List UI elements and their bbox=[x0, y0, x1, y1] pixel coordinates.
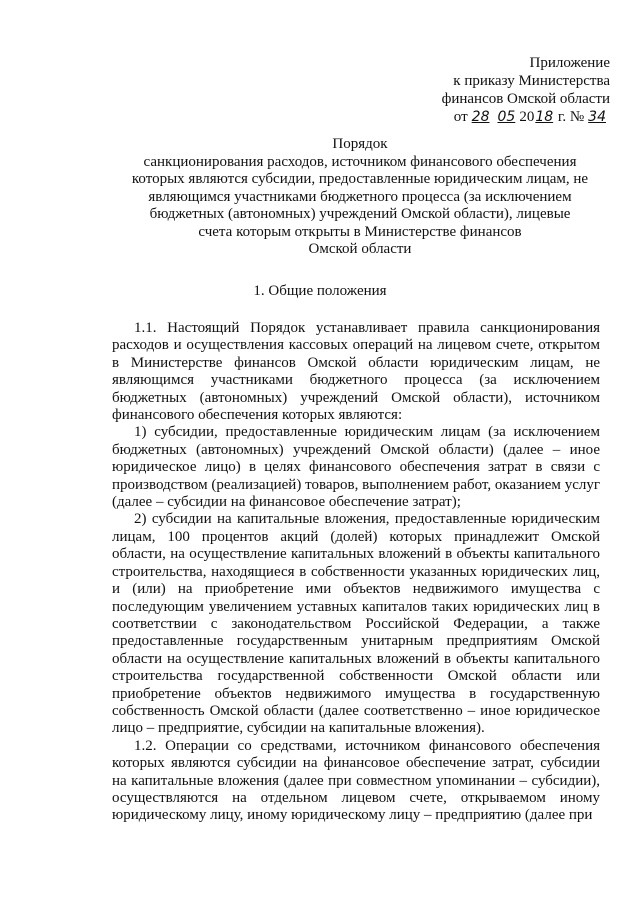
order-date-number bbox=[442, 108, 610, 126]
document-body bbox=[112, 320, 600, 825]
approval-header bbox=[442, 54, 610, 126]
year-prefix: 20 bbox=[519, 109, 535, 125]
handwritten-month: 05 bbox=[497, 109, 516, 125]
section-heading: 1. Общие положения bbox=[253, 283, 387, 299]
handwritten-number: 34 bbox=[588, 109, 606, 125]
title-line: которых являются субсидии, предоставленные юридическим лицам, не bbox=[131, 171, 589, 187]
from-prefix: от bbox=[453, 109, 468, 125]
number-prefix: г. № bbox=[557, 109, 585, 125]
ministry-name: финансов Омской области bbox=[441, 91, 610, 107]
title-line: санкционирования расходов, источником финансового обеспечения bbox=[143, 153, 577, 170]
title-line: Порядок bbox=[332, 136, 388, 152]
appendix-label: Приложение bbox=[529, 55, 610, 71]
paragraph-subitem-2: 2) субсидии на капитальные вложения, предоставленные юридическим лицам, 100 процентов акций (долей) которых принадлежит Омской области, на осуществление капитальных вложений в объекты капитального строительства, находящиеся в собственности указанных юридических лиц, и (или) на приобретение ими объектов недвижимого имущества с последующим увеличением уставных капиталов таких юридических лиц в соответствии с законодательством Российской Федерации, а также предоставленные государственным унитарным предприятиям Омской области на осуществление капитальных вложений в объекты капитального строительства государственной собственности Омской области или приобретение объектов недвижимого имущества в государственную собственность Омской области (далее соответственно – иное юридическое лицо – предприятие, субсидии на капитальные вложения). bbox=[112, 511, 600, 737]
paragraph-subitem-1: 1) субсидии, предоставленные юридическим лицам (за исключением бюджетных (автономных) учреждений Омской области) (далее – иное юридическое лицо) в целях финансового обеспечения затрат в связи с производством (реализацией) товаров, выполнением работ, оказанием услуг (далее – субсидии на финансовое обеспечение затрат); bbox=[112, 424, 600, 511]
title-line: Омской области bbox=[308, 241, 412, 257]
title-line: счета которым открыты в Министерстве финансов bbox=[198, 223, 522, 240]
title-line: являющимся участниками бюджетного процесса (за исключением bbox=[148, 188, 572, 205]
title-line: бюджетных (автономных) учреждений Омской области), лицевые bbox=[149, 206, 571, 222]
paragraph-1-2: 1.2. Операции со средствами, источником финансового обеспечения которых являются субсидии на финансовое обеспечение затрат, субсидии на капитальные вложения (далее при совместном упоминании – субсидии), осуществляются на отдельном лицевом счете, открываемом иному юридическому лицу, иному юридическому лицу – предприятию (далее при bbox=[112, 737, 600, 824]
order-reference: к приказу Министерства bbox=[453, 73, 610, 89]
handwritten-year: 18 bbox=[535, 109, 554, 125]
document-title bbox=[110, 136, 610, 259]
handwritten-day: 28 bbox=[471, 109, 490, 125]
paragraph-1-1: 1.1. Настоящий Порядок устанавливает правила санкционирования расходов и осуществления кассовых операций на лицевом счете, открытом в Министерстве финансов Омской области юридическим лицам, не являющимся участниками бюджетного процесса (за исключением бюджетных (автономных) учреждений Омской области), источником финансового обеспечения которых являются: bbox=[112, 320, 600, 424]
